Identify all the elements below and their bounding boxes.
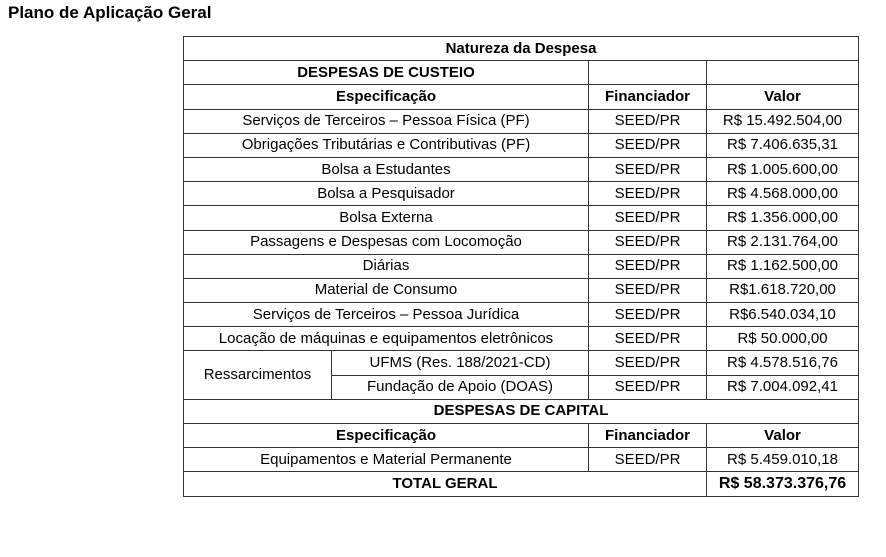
spec-cell: Bolsa a Pesquisador — [184, 182, 589, 206]
table-row — [184, 182, 859, 206]
table-row — [184, 206, 859, 230]
column-header-spec: Especificação — [184, 85, 589, 109]
valor-cell: R$ 1.005.600,00 — [707, 157, 859, 181]
empty-cell — [589, 61, 707, 85]
financiador-cell: SEED/PR — [589, 206, 707, 230]
expense-table — [183, 36, 859, 497]
financiador-cell: SEED/PR — [589, 109, 707, 133]
table-row — [184, 230, 859, 254]
section-label-custeio: DESPESAS DE CUSTEIO — [184, 61, 589, 85]
financiador-cell: SEED/PR — [589, 133, 707, 157]
table-header-row — [184, 37, 859, 61]
page-title: Plano de Aplicação Geral — [8, 3, 212, 22]
table-row — [184, 303, 859, 327]
table-row — [184, 327, 859, 351]
total-label: TOTAL GERAL — [184, 472, 707, 496]
spec-cell: Diárias — [184, 254, 589, 278]
column-header-financiador: Financiador — [589, 424, 707, 448]
custeio-column-headers — [184, 85, 859, 109]
spec-cell: Bolsa a Estudantes — [184, 157, 589, 181]
valor-cell: R$ 7.406.635,31 — [707, 133, 859, 157]
valor-cell: R$ 2.131.764,00 — [707, 230, 859, 254]
valor-cell: R$ 5.459.010,18 — [707, 448, 859, 472]
valor-cell: R$ 15.492.504,00 — [707, 109, 859, 133]
total-value: R$ 58.373.376,76 — [707, 472, 859, 496]
spec-cell: Serviços de Terceiros – Pessoa Jurídica — [184, 303, 589, 327]
financiador-cell: SEED/PR — [589, 278, 707, 302]
valor-cell: R$ 1.356.000,00 — [707, 206, 859, 230]
valor-cell: R$6.540.034,10 — [707, 303, 859, 327]
valor-cell: R$1.618.720,00 — [707, 278, 859, 302]
valor-cell: R$ 50.000,00 — [707, 327, 859, 351]
spec-cell: UFMS (Res. 188/2021-CD) — [332, 351, 589, 375]
capital-column-headers — [184, 424, 859, 448]
table-row — [184, 157, 859, 181]
spec-cell: Fundação de Apoio (DOAS) — [332, 375, 589, 399]
financiador-cell: SEED/PR — [589, 375, 707, 399]
valor-cell: R$ 4.568.000,00 — [707, 182, 859, 206]
table-row — [184, 109, 859, 133]
table-row — [184, 448, 859, 472]
table-row — [184, 254, 859, 278]
valor-cell: R$ 7.004.092,41 — [707, 375, 859, 399]
financiador-cell: SEED/PR — [589, 182, 707, 206]
spec-cell: Bolsa Externa — [184, 206, 589, 230]
spec-cell: Material de Consumo — [184, 278, 589, 302]
spec-cell: Obrigações Tributárias e Contributivas (PF) — [184, 133, 589, 157]
financiador-cell: SEED/PR — [589, 230, 707, 254]
table-row — [184, 133, 859, 157]
ressarcimentos-label: Ressarcimentos — [184, 351, 332, 399]
spec-cell: Equipamentos e Material Permanente — [184, 448, 589, 472]
financiador-cell: SEED/PR — [589, 303, 707, 327]
table-row — [184, 351, 859, 375]
financiador-cell: SEED/PR — [589, 327, 707, 351]
column-header-valor: Valor — [707, 85, 859, 109]
financiador-cell: SEED/PR — [589, 448, 707, 472]
column-header-financiador: Financiador — [589, 85, 707, 109]
total-row — [184, 472, 859, 496]
valor-cell: R$ 4.578.516,76 — [707, 351, 859, 375]
custeio-section-row — [184, 61, 859, 85]
table-row — [184, 278, 859, 302]
financiador-cell: SEED/PR — [589, 254, 707, 278]
spec-cell: Passagens e Despesas com Locomoção — [184, 230, 589, 254]
financiador-cell: SEED/PR — [589, 157, 707, 181]
spec-cell: Locação de máquinas e equipamentos eletrônicos — [184, 327, 589, 351]
table-header: Natureza da Despesa — [184, 37, 859, 61]
financiador-cell: SEED/PR — [589, 351, 707, 375]
section-label-capital: DESPESAS DE CAPITAL — [184, 399, 859, 423]
spec-cell: Serviços de Terceiros – Pessoa Física (PF) — [184, 109, 589, 133]
valor-cell: R$ 1.162.500,00 — [707, 254, 859, 278]
column-header-valor: Valor — [707, 424, 859, 448]
capital-section-row — [184, 399, 859, 423]
empty-cell — [707, 61, 859, 85]
column-header-spec: Especificação — [184, 424, 589, 448]
